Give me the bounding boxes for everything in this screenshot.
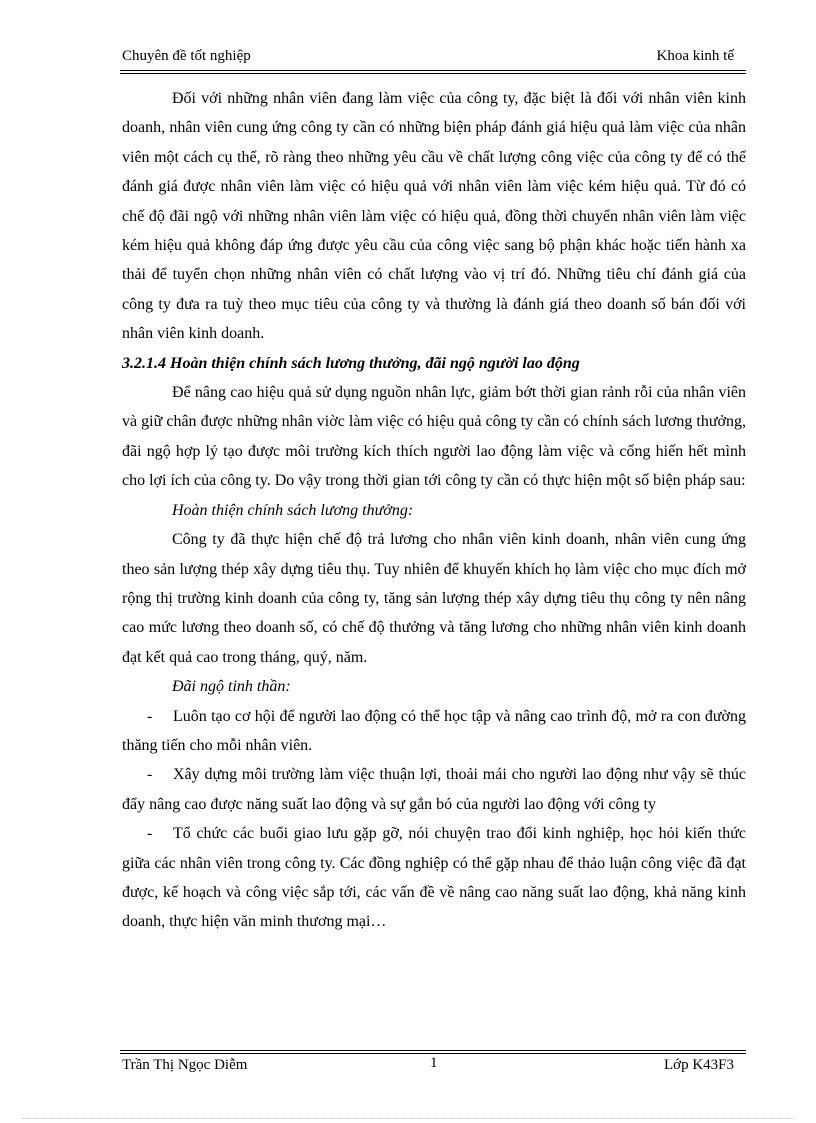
footer-author: Trần Thị Ngọc Diễm [122,1057,248,1073]
paragraph-salary: Công ty đã thực hiện chế độ trả lương cho nhân viên kinh doanh, nhân viên cung ứng theo sản lượng thép xây dựng tiêu thụ. Tuy nhiên để khuyến khích họ làm việc cho mục đích mở rộng thị trường kinh doanh của công ty, tăng sản lượng thép xây dựng tiêu thụ công ty nên nâng cao mức lương theo doanh số, có chế độ thưởng và tăng lương cho những nhân viên kinh doanh đạt kết quả cao trong tháng, quý, năm. [122,531,746,666]
bullet-dash: - [147,825,153,843]
paragraph-policy-intro: Để nâng cao hiệu quả sử dụng nguồn nhân lực, giảm bớt thời gian rảnh rỗi của nhân viên và giữ chân được những nhân viờc làm việc có hiệu quả công ty cần có chính sách lương thưởng, đãi ngộ hợp lý tạo được môi trường kích thích người lao động làm việc và cống hiến hết mình cho lợi ích của công ty. Do vậy trong thời gian tới công ty cần có thực hiện một số biện pháp sau: [122,384,746,490]
section-heading: 3.2.1.4 Hoàn thiện chính sách lương thưởng, đãi ngộ người lao động [122,354,580,372]
bullet-text: Luôn tạo cơ hội để người lao động có thể học tập và nâng cao trình độ, mở ra con đường thăng tiến cho mỗi nhân viên. [122,707,746,754]
bullet-text: Tổ chức các buổi giao lưu gặp gỡ, nói chuyện trao đổi kinh nghiệp, học hỏi kiến thức giữa các nhân viên trong công ty. Các đồng nghiệp có thể gặp nhau để thảo luận công việc đã đạt được, kế hoạch và công việc sắp tới, các vấn đề về nâng cao năng suất lao động, khả năng kinh doanh, thực hiện văn minh thương mại… [122,825,746,931]
footer-divider [120,1050,746,1054]
list-item [122,819,746,937]
header-divider [120,70,746,74]
page-edge-divider [22,1118,794,1119]
page-number: 1 [430,1055,438,1071]
footer-class: Lớp K43F3 [663,1057,734,1073]
bullet-dash: - [147,766,153,784]
document-body [122,84,746,937]
page-header [122,48,746,70]
list-item [122,702,746,761]
bullet-dash: - [147,707,153,725]
subheading-salary: Hoàn thiện chính sách lương thưởng: [172,501,414,519]
page-footer [122,1057,746,1079]
subheading-spiritual: Đãi ngộ tinh thần: [172,678,291,696]
bullet-text: Xây dựng môi trường làm việc thuận lợi, thoải mái cho người lao động như vậy sẽ thúc đẩy nâng cao được năng suất lao động và sự gắn bó của người lao động với công ty [122,766,746,813]
header-department: Khoa kinh tế [656,48,734,64]
list-item [122,760,746,819]
paragraph-evaluation: Đối với những nhân viên đang làm việc của công ty, đặc biệt là đối với nhân viên kinh doanh, nhân viên cung ứng công ty cần có những biện pháp đánh giá hiệu quả làm việc của nhân viên một cách cụ thể, rõ ràng theo những yêu cầu về chất lượng công việc của công ty để có thể đánh giá được nhân viên làm việc có hiệu quả với nhân viên làm việc kém hiệu quả. Từ đó có chế độ đãi ngộ với những nhân viên làm việc có hiệu quả, đồng thời chuyển nhân viên làm việc kém hiệu quả không đáp ứng được yêu cầu của công việc sang bộ phận khác hoặc tiến hành xa thải để tuyển chọn những nhân viên có chất lượng vào vị trí đó. Những tiêu chí đánh giá của công ty đưa ra tuỳ theo mục tiêu của công ty và thường là đánh giá theo doanh số bán đối với nhân viên kinh doanh. [122,90,746,343]
header-title: Chuyên đề tốt nghiệp [122,48,251,64]
